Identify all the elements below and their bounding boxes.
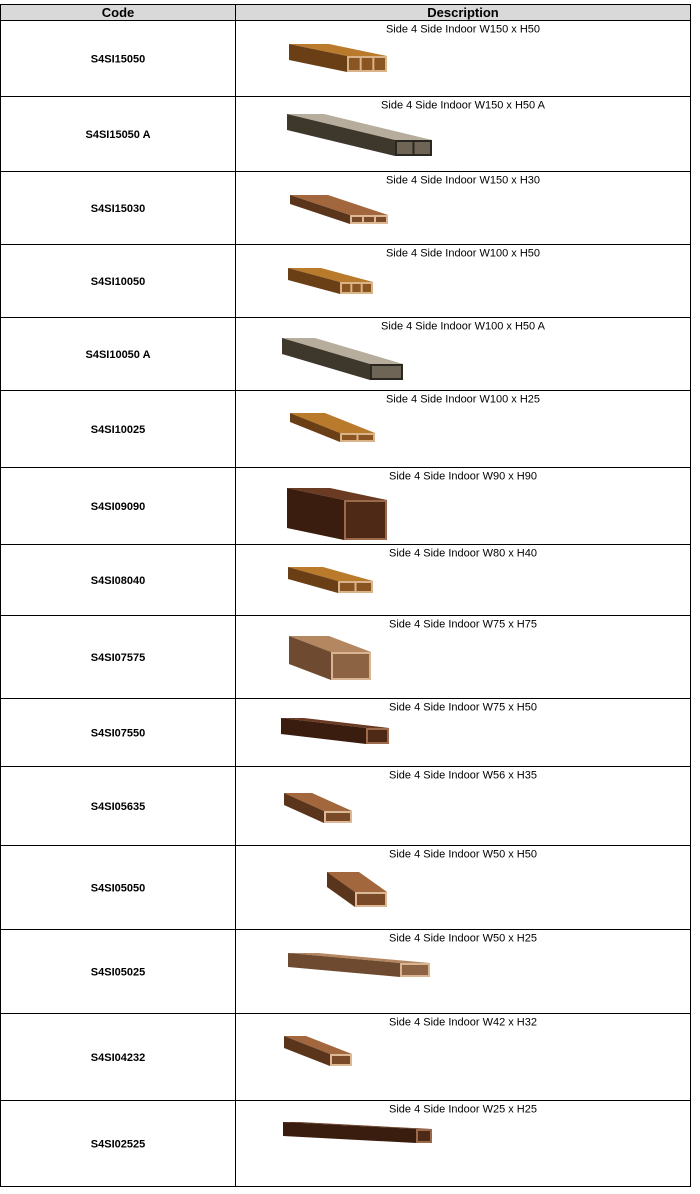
product-code: S4SI05050 — [90, 882, 146, 895]
header-code: Code — [101, 5, 135, 20]
product-image — [289, 44, 387, 72]
table-row — [1, 616, 691, 699]
table-row — [1, 846, 691, 930]
table-row — [1, 767, 691, 846]
product-image — [281, 718, 389, 744]
product-code: S4SI07575 — [90, 652, 146, 664]
product-description: Side 4 Side Indoor W80 x H40 — [389, 547, 537, 560]
product-description: Side 4 Side Indoor W56 x H35 — [389, 769, 537, 782]
product-code: S4SI09090 — [90, 501, 146, 513]
product-image — [284, 1036, 352, 1066]
table-row — [1, 1101, 691, 1187]
product-code: S4SI05635 — [90, 801, 146, 813]
table-row — [1, 172, 691, 245]
product-image — [288, 567, 373, 593]
product-description: Side 4 Side Indoor W150 x H50 — [385, 23, 541, 36]
product-description: Side 4 Side Indoor W75 x H75 — [389, 618, 537, 631]
product-code: S4SI15050 — [90, 53, 146, 66]
product-code: S4SI10050 — [90, 276, 146, 288]
product-image — [287, 488, 387, 540]
product-image — [289, 636, 371, 680]
product-description: Side 4 Side Indoor W25 x H25 — [389, 1103, 537, 1116]
product-code: S4SI05025 — [90, 966, 146, 979]
product-code: S4SI04232 — [90, 1052, 146, 1064]
product-description: Side 4 Side Indoor W90 x H90 — [389, 470, 537, 483]
table-row — [1, 391, 691, 468]
product-code: S4SI10050 A — [85, 349, 151, 361]
product-code: S4SI08040 — [90, 575, 146, 587]
product-description: Side 4 Side Indoor W50 x H50 — [389, 848, 537, 861]
product-code: S4SI15050 A — [85, 129, 151, 141]
product-image — [282, 338, 403, 380]
product-code: S4SI07550 — [90, 727, 146, 740]
product-description: Side 4 Side Indoor W100 x H25 — [385, 393, 541, 406]
product-description: Side 4 Side Indoor W42 x H32 — [389, 1016, 537, 1029]
table-row — [1, 1014, 691, 1101]
product-code: S4SI10025 — [90, 424, 146, 436]
table-row — [1, 545, 691, 616]
product-image — [290, 195, 388, 224]
table-row — [1, 930, 691, 1014]
product-description: Side 4 Side Indoor W100 x H50 A — [381, 320, 545, 333]
table-row — [1, 318, 691, 391]
product-description: Side 4 Side Indoor W50 x H25 — [389, 932, 537, 945]
product-description: Side 4 Side Indoor W75 x H50 — [389, 701, 537, 714]
table-row — [1, 245, 691, 318]
product-description: Side 4 Side Indoor W100 x H50 — [385, 247, 541, 260]
product-image — [283, 1122, 432, 1143]
product-image — [287, 114, 432, 156]
product-image — [327, 872, 387, 907]
product-image — [284, 793, 352, 823]
product-image — [290, 413, 375, 442]
product-description: Side 4 Side Indoor W150 x H50 A — [381, 99, 545, 112]
product-image — [288, 268, 373, 294]
table-row — [1, 699, 691, 767]
product-code: S4SI15030 — [90, 203, 146, 215]
table-row — [1, 468, 691, 545]
product-code: S4SI02525 — [90, 1138, 146, 1151]
header-description: Description — [427, 5, 499, 20]
table-row — [1, 21, 691, 97]
table-row — [1, 97, 691, 172]
product-image — [288, 953, 430, 977]
product-description: Side 4 Side Indoor W150 x H30 — [385, 174, 541, 187]
